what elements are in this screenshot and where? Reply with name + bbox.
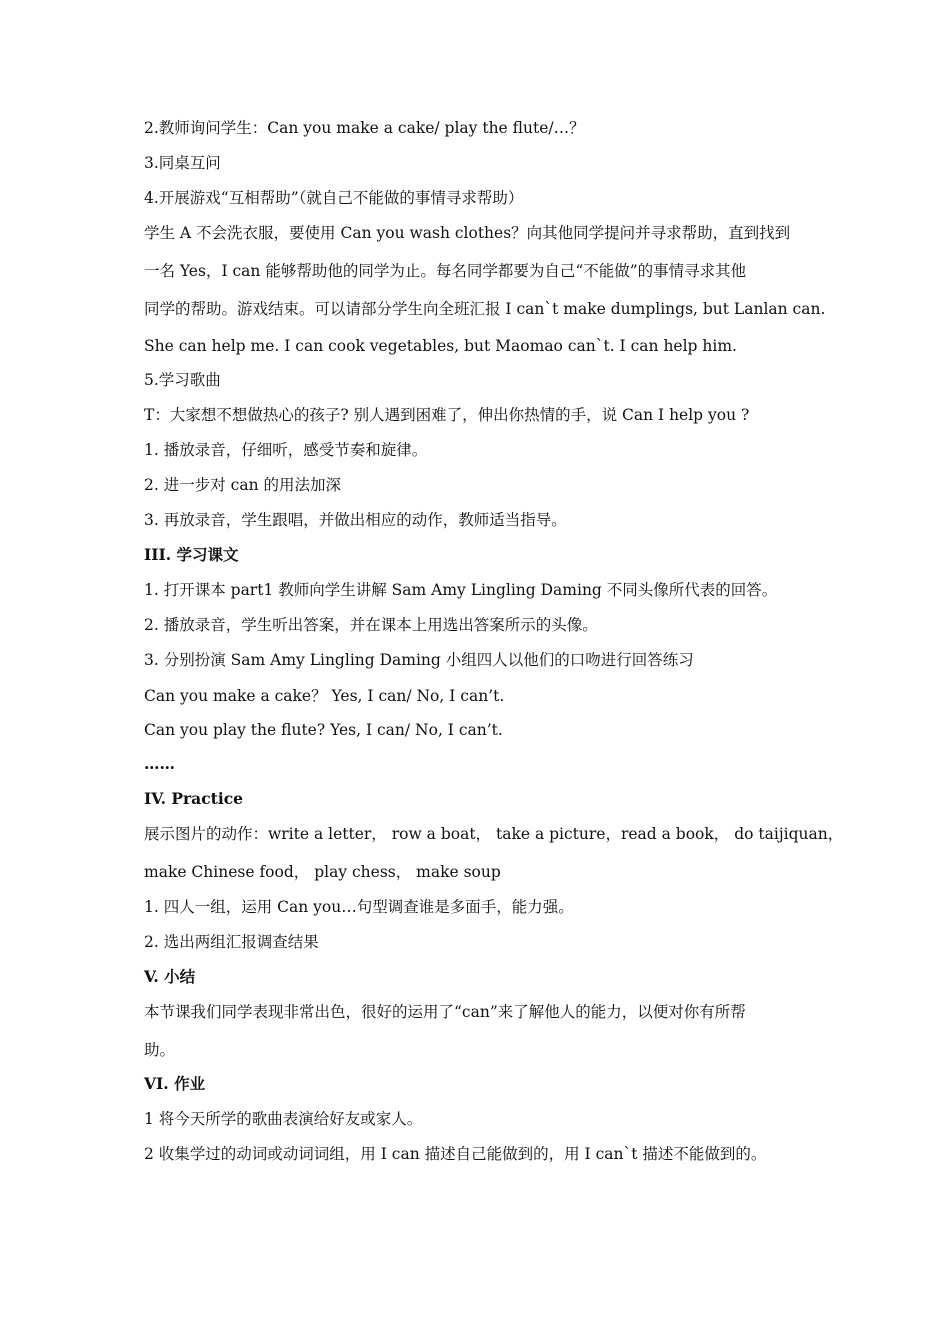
text-line: make Chinese food， play chess， make soup [144,863,501,881]
text-line: 展示图片的动作：write a letter， row a boat， take a picture，read a book， do taijiquan， [144,825,844,843]
text-line: 3.同桌互问 [144,154,221,172]
text-line: 2 收集学过的动词或动词词组，用 I can 描述自己能做到的，用 I can`t 描述不能做到的。 [144,1145,767,1163]
text-line: 2. 选出两组汇报调查结果 [144,933,319,951]
text-line: 5.学习歌曲 [144,371,221,389]
section-heading: IV. Practice [144,789,244,808]
text-line: 1. 打开课本 part1 教师向学生讲解 Sam Amy Lingling Daming 不同头像所代表的回答。 [144,581,778,599]
text-line: Can you make a cake？ Yes, I can/ No, I can’t. [144,687,505,705]
text-line: 2. 进一步对 can 的用法加深 [144,476,341,494]
text-line: 1 将今天所学的歌曲表演给好友或家人。 [144,1110,423,1128]
text-line: 2. 播放录音，学生听出答案，并在课本上用选出答案所示的头像。 [144,616,598,634]
ellipsis-line: …… [144,754,175,773]
text-line: 1. 播放录音，仔细听，感受节奏和旋律。 [144,441,428,459]
text-line: 本节课我们同学表现非常出色，很好的运用了“can”来了解他人的能力，以便对你有所帮 [144,1003,746,1021]
section-heading: III. 学习课文 [144,545,239,564]
text-line: 一名 Yes，I can 能够帮助他的同学为止。每名同学都要为自己“不能做”的事情寻求其他 [144,262,747,280]
text-line: 1. 四人一组，运用 Can you…句型调查谁是多面手，能力强。 [144,898,574,916]
text-line: 助。 [144,1041,176,1059]
section-heading: V. 小结 [144,967,196,986]
text-line: 4.开展游戏“互相帮助”（就自己不能做的事情寻求帮助） [144,189,524,207]
text-line: 3. 再放录音，学生跟唱，并做出相应的动作，教师适当指导。 [144,511,567,529]
text-line: 2.教师询问学生：Can you make a cake/ play the flute/…？ [144,119,585,137]
text-line: Can you play the flute? Yes, I can/ No, I can’t. [144,721,503,739]
text-line: She can help me. I can cook vegetables, but Maomao can`t. I can help him. [144,337,737,355]
text-line: 学生 A 不会洗衣服，要使用 Can you wash clothes？向其他同学提问并寻求帮助，直到找到 [144,224,791,242]
section-heading: VI. 作业 [144,1074,206,1093]
text-line: 3. 分别扮演 Sam Amy Lingling Daming 小组四人以他们的口吻进行回答练习 [144,651,694,669]
text-line: 同学的帮助。游戏结束。可以请部分学生向全班汇报 I can`t make dumplings, but Lanlan can. [144,300,826,318]
text-line: T：大家想不想做热心的孩子? 别人遇到困难了，伸出你热情的手，说 Can I help you ? [144,406,750,424]
